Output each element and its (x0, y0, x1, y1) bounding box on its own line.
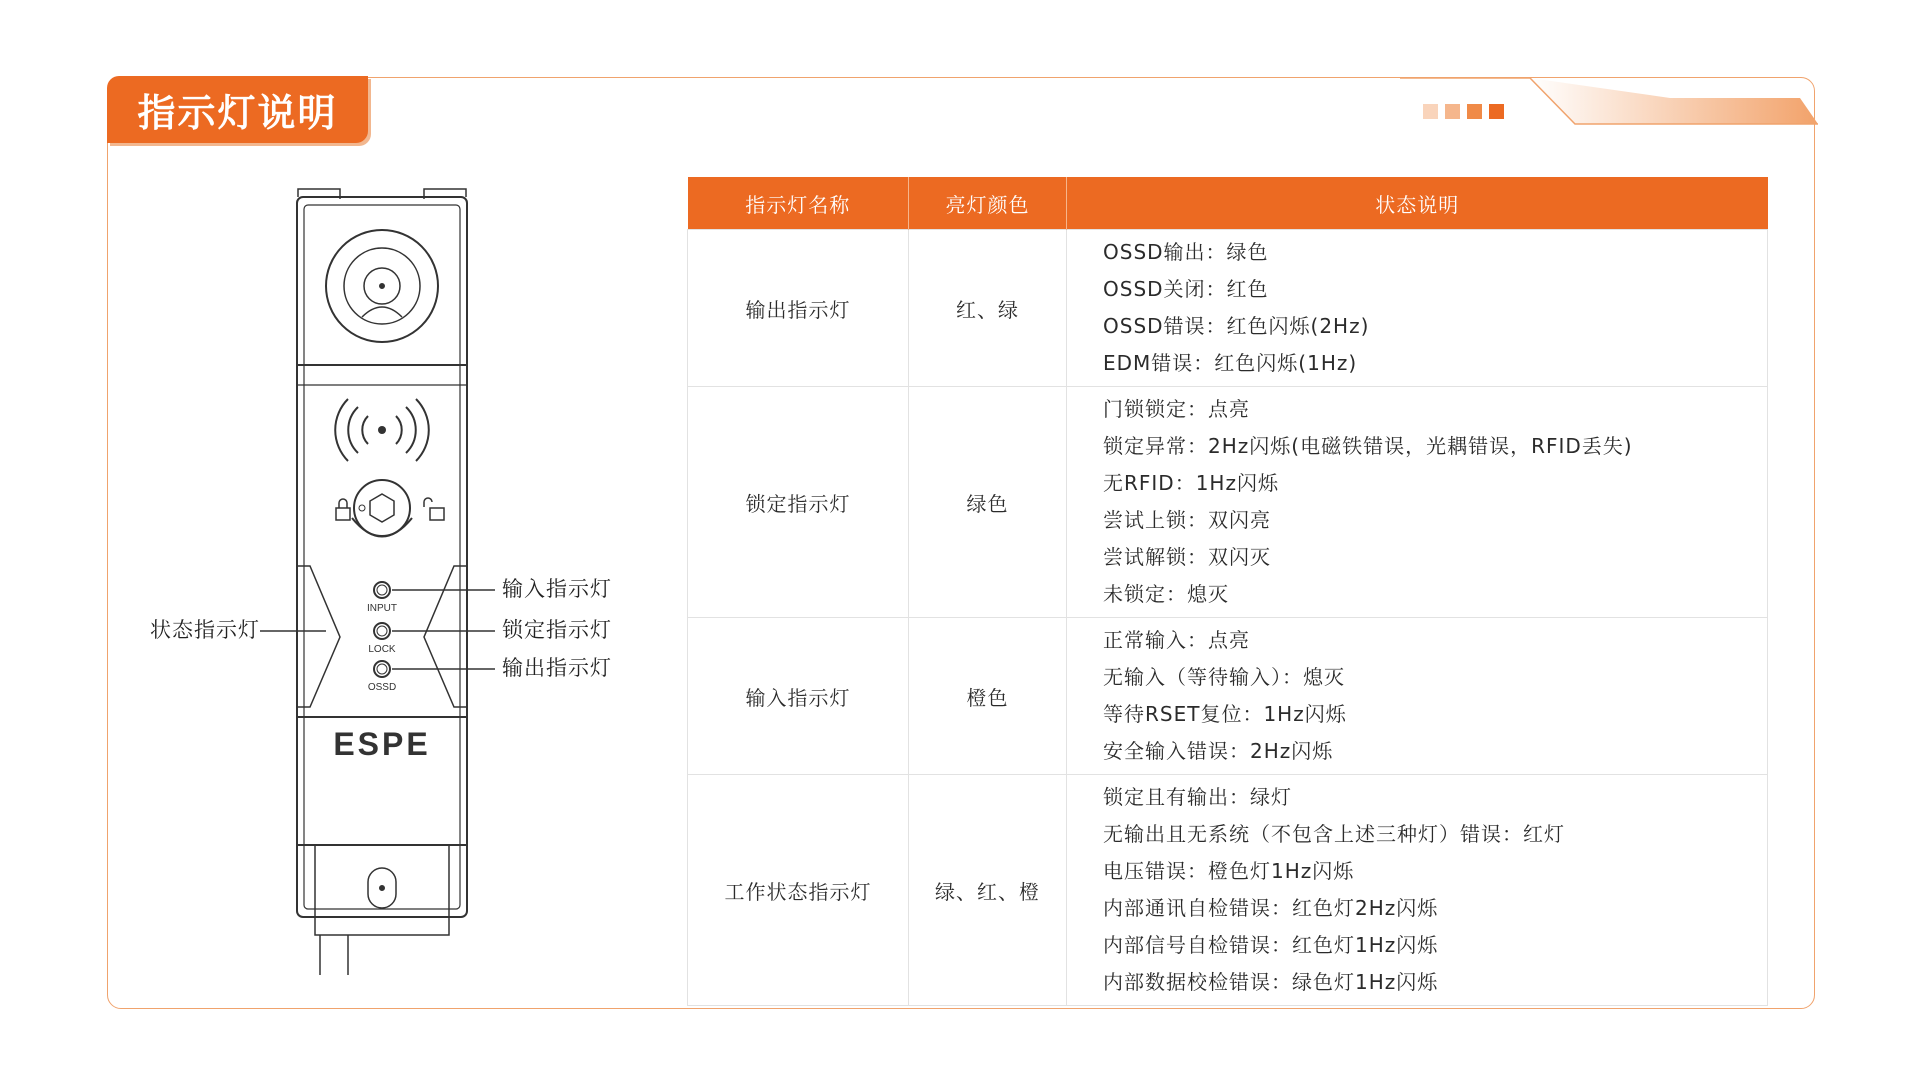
table-row (688, 230, 1768, 387)
desc-line: 无RFID：1Hz闪烁 (1103, 471, 1279, 495)
table-row (688, 387, 1768, 618)
device-body (297, 197, 467, 917)
indicator-color: 绿色 (909, 387, 1067, 618)
desc-line: 等待RSET复位：1Hz闪烁 (1103, 702, 1347, 726)
decor-dot (1467, 104, 1482, 119)
desc-line: 电压错误：橙色灯1Hz闪烁 (1103, 859, 1355, 883)
callout-lock-indicator: 锁定指示灯 (502, 618, 612, 642)
desc-line: 锁定异常：2Hz闪烁(电磁铁错误，光耦错误，RFID丢失) (1103, 434, 1633, 458)
indicator-description (1067, 618, 1768, 775)
desc-line: 锁定且有输出：绿灯 (1103, 785, 1292, 809)
input-led (374, 582, 390, 598)
desc-line: 未锁定：熄灭 (1103, 582, 1229, 606)
table-header-row (688, 177, 1768, 230)
indicator-description (1067, 230, 1768, 387)
indicator-description (1067, 775, 1768, 1006)
indicator-color: 红、绿 (909, 230, 1067, 387)
output-led (374, 661, 390, 677)
device-brand-logo: ESPE (333, 726, 431, 762)
input-led-label: INPUT (367, 603, 397, 614)
indicator-name: 输出指示灯 (688, 230, 909, 387)
desc-line: 尝试解锁：双闪灭 (1103, 545, 1271, 569)
callout-output-indicator: 输出指示灯 (502, 656, 612, 680)
indicator-name: 锁定指示灯 (688, 387, 909, 618)
header-color: 亮灯颜色 (909, 177, 1067, 230)
decor-dot (1445, 104, 1460, 119)
desc-line: OSSD输出：绿色 (1103, 240, 1269, 264)
page-title: 指示灯说明 (107, 76, 368, 143)
desc-line: 无输出且无系统（不包含上述三种灯）错误：红灯 (1103, 822, 1565, 846)
desc-line: 内部数据校检错误：绿色灯1Hz闪烁 (1103, 970, 1439, 994)
callout-status-indicator: 状态指示灯 (150, 618, 260, 642)
indicator-name: 工作状态指示灯 (688, 775, 909, 1006)
decor-dot (1423, 104, 1438, 119)
desc-line: 安全输入错误：2Hz闪烁 (1103, 739, 1334, 763)
table-row (688, 775, 1768, 1006)
table-row (688, 618, 1768, 775)
ossd-led-label: OSSD (367, 682, 397, 693)
lock-led-label: LOCK (368, 644, 396, 655)
header-description: 状态说明 (1067, 177, 1768, 230)
indicator-color: 橙色 (909, 618, 1067, 775)
corner-decoration (1400, 70, 1820, 130)
desc-line: EDM错误：红色闪烁(1Hz) (1103, 351, 1358, 375)
desc-line: 内部通讯自检错误：红色灯2Hz闪烁 (1103, 896, 1439, 920)
desc-line: 正常输入：点亮 (1103, 628, 1250, 652)
callout-input-indicator: 输入指示灯 (502, 577, 612, 601)
indicator-color: 绿、红、橙 (909, 775, 1067, 1006)
lock-closed-icon (336, 499, 350, 520)
lock-led (374, 623, 390, 639)
decor-dot (1489, 104, 1504, 119)
desc-line: 无输入（等待输入）：熄灭 (1103, 665, 1345, 689)
desc-line: OSSD错误：红色闪烁(2Hz) (1103, 314, 1370, 338)
indicator-table (687, 177, 1767, 1006)
rfid-icon (335, 399, 429, 461)
indicator-description (1067, 387, 1768, 618)
desc-line: 门锁锁定：点亮 (1103, 397, 1250, 421)
desc-line: 尝试上锁：双闪亮 (1103, 508, 1271, 532)
lock-open-icon (424, 498, 444, 520)
indicator-name: 输入指示灯 (688, 618, 909, 775)
decorative-dots (1423, 104, 1504, 119)
desc-line: OSSD关闭：红色 (1103, 277, 1269, 301)
header-name: 指示灯名称 (688, 177, 909, 230)
desc-line: 内部信号自检错误：红色灯1Hz闪烁 (1103, 933, 1439, 957)
